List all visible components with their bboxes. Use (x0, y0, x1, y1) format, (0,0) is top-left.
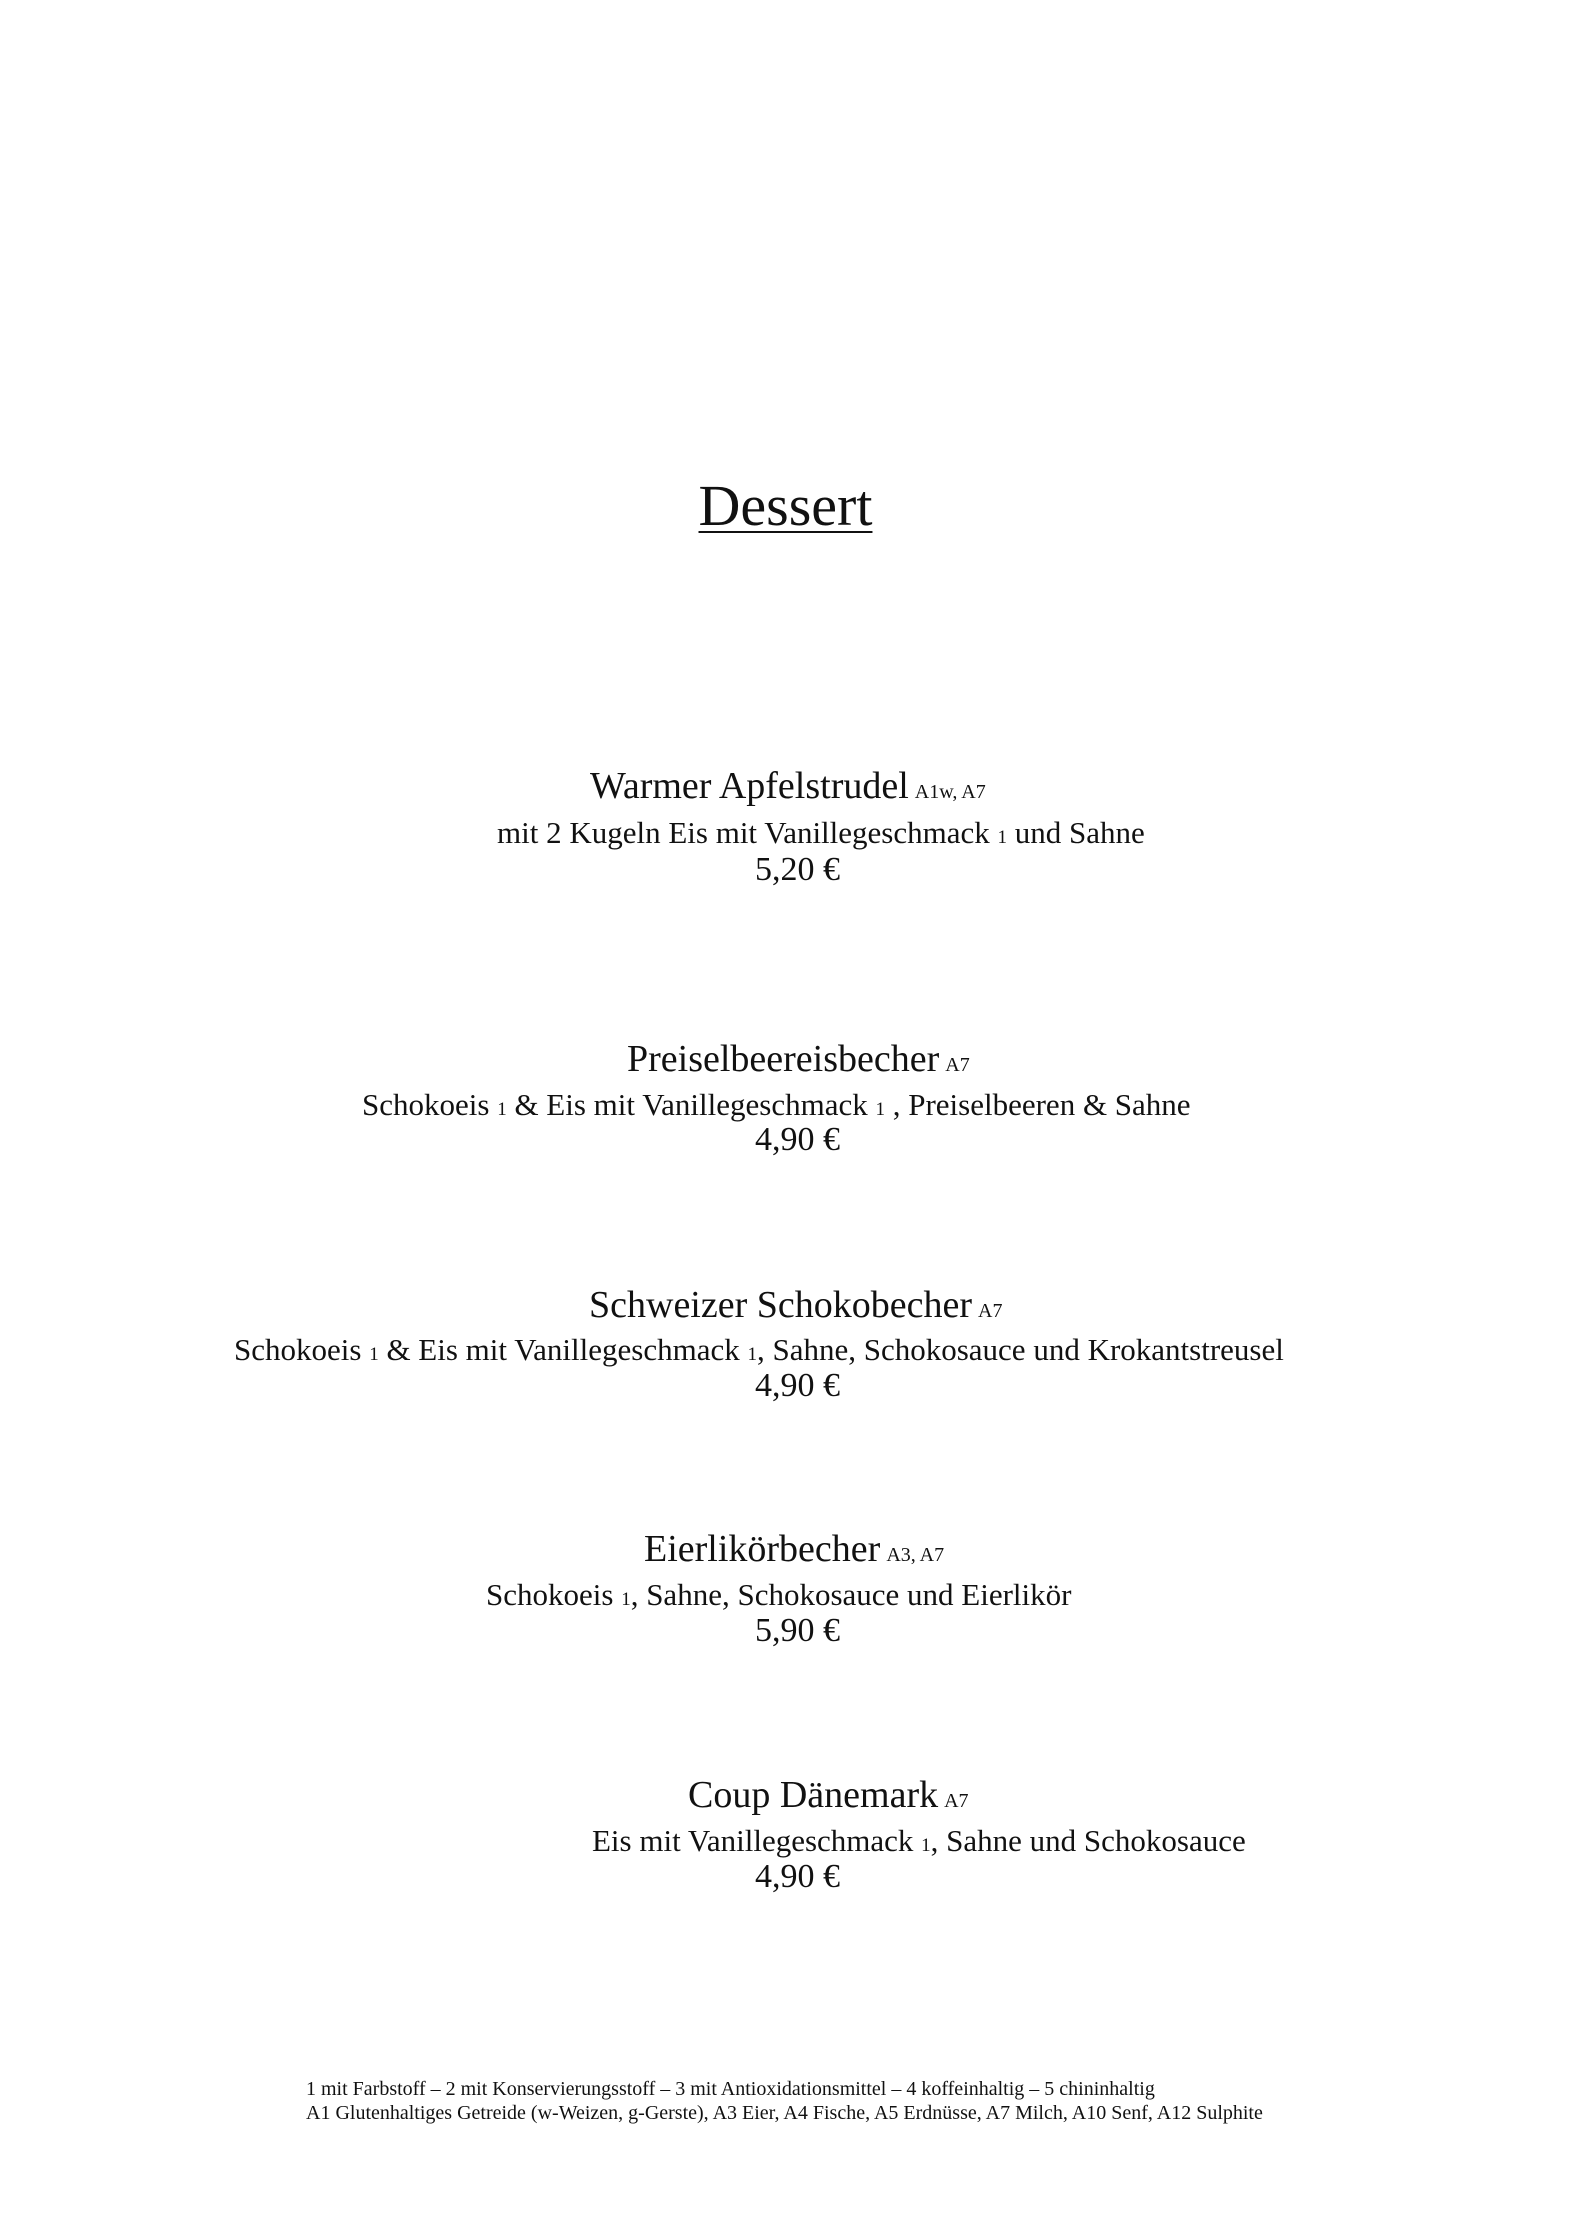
item-name (590, 764, 986, 808)
item-description (497, 815, 1145, 851)
desc-part: und Sahne (1007, 815, 1145, 850)
desc-part: Schokoeis (362, 1087, 490, 1122)
desc-part: & Eis mit Vanillegeschmack (386, 1332, 740, 1367)
desc-part: , Sahne, Schokosauce und Eierlikör (630, 1577, 1072, 1612)
item-allergens: A7 (944, 1790, 969, 1812)
item-name (644, 1527, 944, 1571)
item-allergens: A3, A7 (886, 1544, 945, 1566)
item-price: 5,90 € (755, 1612, 840, 1649)
desc-part: , Preiselbeeren & Sahne (892, 1087, 1191, 1122)
additive-note: 1 (621, 1589, 631, 1610)
item-name (589, 1283, 1002, 1327)
additive-note: 1 (997, 827, 1008, 848)
desc-part: mit 2 Kugeln Eis mit Vanillegeschmack (497, 815, 990, 850)
allergens-legend: A1 Glutenhaltiges Getreide (w-Weizen, g-Gerste), A3 Eier, A4 Fische, A5 Erdnüsse, A7 Milch, A10 Senf, A12 Sulphite (306, 2102, 1263, 2124)
item-price: 5,20 € (755, 851, 840, 888)
item-name-text: Warmer Apfelstrudel (590, 765, 909, 807)
item-price: 4,90 € (755, 1858, 840, 1895)
desc-part: , Sahne, Schokosauce und Krokantstreusel (756, 1332, 1284, 1367)
item-name-text: Schweizer Schokobecher (589, 1284, 973, 1326)
item-name-text: Eierlikörbecher (644, 1528, 881, 1570)
desc-part: Eis mit Vanillegeschmack (592, 1823, 914, 1858)
additives-legend: 1 mit Farbstoff – 2 mit Konservierungsstoff – 3 mit Antioxidationsmittel – 4 koffeinhaltig – 5 chininhaltig (306, 2078, 1155, 2100)
desc-part: Schokoeis (234, 1332, 362, 1367)
desc-part: , Sahne und Schokosauce (930, 1823, 1246, 1858)
desc-part: & Eis mit Vanillegeschmack (514, 1087, 868, 1122)
footnotes (306, 2077, 1263, 2125)
item-name (627, 1037, 970, 1081)
item-name (688, 1773, 969, 1817)
desc-part: Schokoeis (486, 1577, 614, 1612)
additive-note: 1 (747, 1344, 757, 1365)
page-title: Dessert (698, 473, 873, 538)
item-name-text: Coup Dänemark (688, 1774, 939, 1816)
item-allergens: A7 (945, 1054, 970, 1076)
item-allergens: A1w, A7 (914, 781, 986, 803)
additive-note: 1 (921, 1835, 931, 1856)
item-allergens: A7 (978, 1300, 1003, 1322)
additive-note: 1 (497, 1099, 507, 1120)
item-description (362, 1087, 1191, 1123)
item-description (486, 1577, 1071, 1613)
item-description (234, 1332, 1284, 1368)
item-price: 4,90 € (755, 1121, 840, 1158)
additive-note: 1 (875, 1099, 885, 1120)
item-name-text: Preiselbeereisbecher (627, 1038, 940, 1080)
additive-note: 1 (369, 1344, 379, 1365)
item-price: 4,90 € (755, 1367, 840, 1404)
item-description (592, 1823, 1246, 1859)
